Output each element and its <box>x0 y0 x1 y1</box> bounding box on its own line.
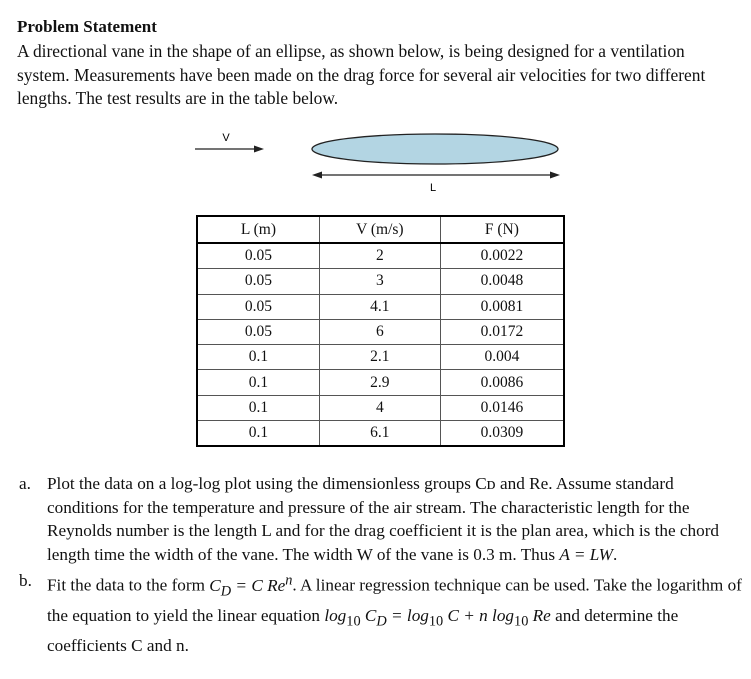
formula-re: Re <box>528 605 551 625</box>
cell-velocity: 6.1 <box>319 421 440 447</box>
problem-heading: Problem Statement <box>17 17 157 36</box>
cell-velocity: 3 <box>319 269 440 294</box>
task-b-marker: b. <box>19 571 32 590</box>
cell-velocity: 2 <box>319 243 440 269</box>
test-results-table <box>196 215 565 447</box>
cell-velocity: 4.1 <box>319 294 440 319</box>
cell-length: 0.05 <box>197 269 319 294</box>
header-velocity: V (m/s) <box>319 216 440 243</box>
cell-length: 0.1 <box>197 370 319 395</box>
formula-log-a-sub: 10 <box>346 613 361 630</box>
cell-force: 0.0081 <box>440 294 564 319</box>
task-list <box>19 472 744 657</box>
length-label: L <box>429 182 437 194</box>
task-a-end: . <box>613 544 618 564</box>
cell-force: 0.0309 <box>440 421 564 447</box>
length-arrow-left <box>312 172 322 179</box>
formula-cd2-sub: D <box>376 613 387 630</box>
cell-length: 0.05 <box>197 319 319 344</box>
velocity-arrow-head <box>254 146 264 153</box>
cell-length: 0.1 <box>197 345 319 370</box>
task-a-marker: a. <box>19 474 31 493</box>
cell-force: 0.0022 <box>440 243 564 269</box>
task-a <box>19 472 744 566</box>
task-b <box>19 569 744 657</box>
cell-velocity: 4 <box>319 395 440 420</box>
table-row <box>197 243 564 269</box>
formula-log-c: = log <box>386 605 429 625</box>
task-b-text-3: and determine the coefficients C and n. <box>47 605 679 655</box>
cell-length: 0.05 <box>197 294 319 319</box>
length-arrow-right <box>550 172 560 179</box>
formula-log-a: log <box>324 605 347 625</box>
cell-length: 0.1 <box>197 395 319 420</box>
cell-length: 0.05 <box>197 243 319 269</box>
table-row <box>197 345 564 370</box>
cell-force: 0.0172 <box>440 319 564 344</box>
intro-paragraph: A directional vane in the shape of an ellipse, as shown below, is being designed for a ventilation system. Measurements have been made on the drag force for several air velocities for two different lengths. The test results are in the table below. <box>17 41 706 108</box>
task-b-text-1: Fit the data to the form <box>47 575 205 595</box>
table-row <box>197 294 564 319</box>
table-row <box>197 421 564 447</box>
vane-figure <box>190 125 580 203</box>
cell-force: 0.004 <box>440 345 564 370</box>
formula-cd2: C <box>360 605 377 625</box>
table-row <box>197 269 564 294</box>
area-formula: A = LW <box>559 544 613 564</box>
formula-exponent: n <box>285 572 293 588</box>
vane-ellipse <box>312 134 558 164</box>
table-row <box>197 370 564 395</box>
formula-c-re: = C Re <box>231 575 286 595</box>
task-a-text: Plot the data on a log-log plot using the dimensionless groups Cᴅ and Re. Assume standard conditions for the temperature and pressure of the air stream. The characteristic length for the Reynolds number is the length L and for the drag coefficient it is the plan area, which is the chord length time the width of the vane. The width W of the vane is 0.3 m. Thus <box>47 474 720 564</box>
linear-formula <box>324 605 551 630</box>
formula-c-n-log: C + n log <box>443 605 515 625</box>
cell-force: 0.0146 <box>440 395 564 420</box>
formula-log-d-sub: 10 <box>514 613 529 630</box>
formula-log-c-sub: 10 <box>428 613 444 630</box>
cell-velocity: 2.1 <box>319 345 440 370</box>
table-row <box>197 395 564 420</box>
cell-length: 0.1 <box>197 421 319 447</box>
formula-cd-sub: D <box>220 583 232 600</box>
task-b-text-2: . A linear regression technique can be used. Take the logarithm of the equation to yield the linear equation <box>47 575 742 625</box>
table-header-row <box>197 216 564 243</box>
header-length: L (m) <box>197 216 319 243</box>
cell-force: 0.0086 <box>440 370 564 395</box>
power-law-formula <box>209 572 293 600</box>
formula-cd: C <box>209 575 221 595</box>
cell-force: 0.0048 <box>440 269 564 294</box>
velocity-label: V <box>222 132 230 144</box>
cell-velocity: 2.9 <box>319 370 440 395</box>
cell-velocity: 6 <box>319 319 440 344</box>
header-force: F (N) <box>440 216 564 243</box>
table-row <box>197 319 564 344</box>
